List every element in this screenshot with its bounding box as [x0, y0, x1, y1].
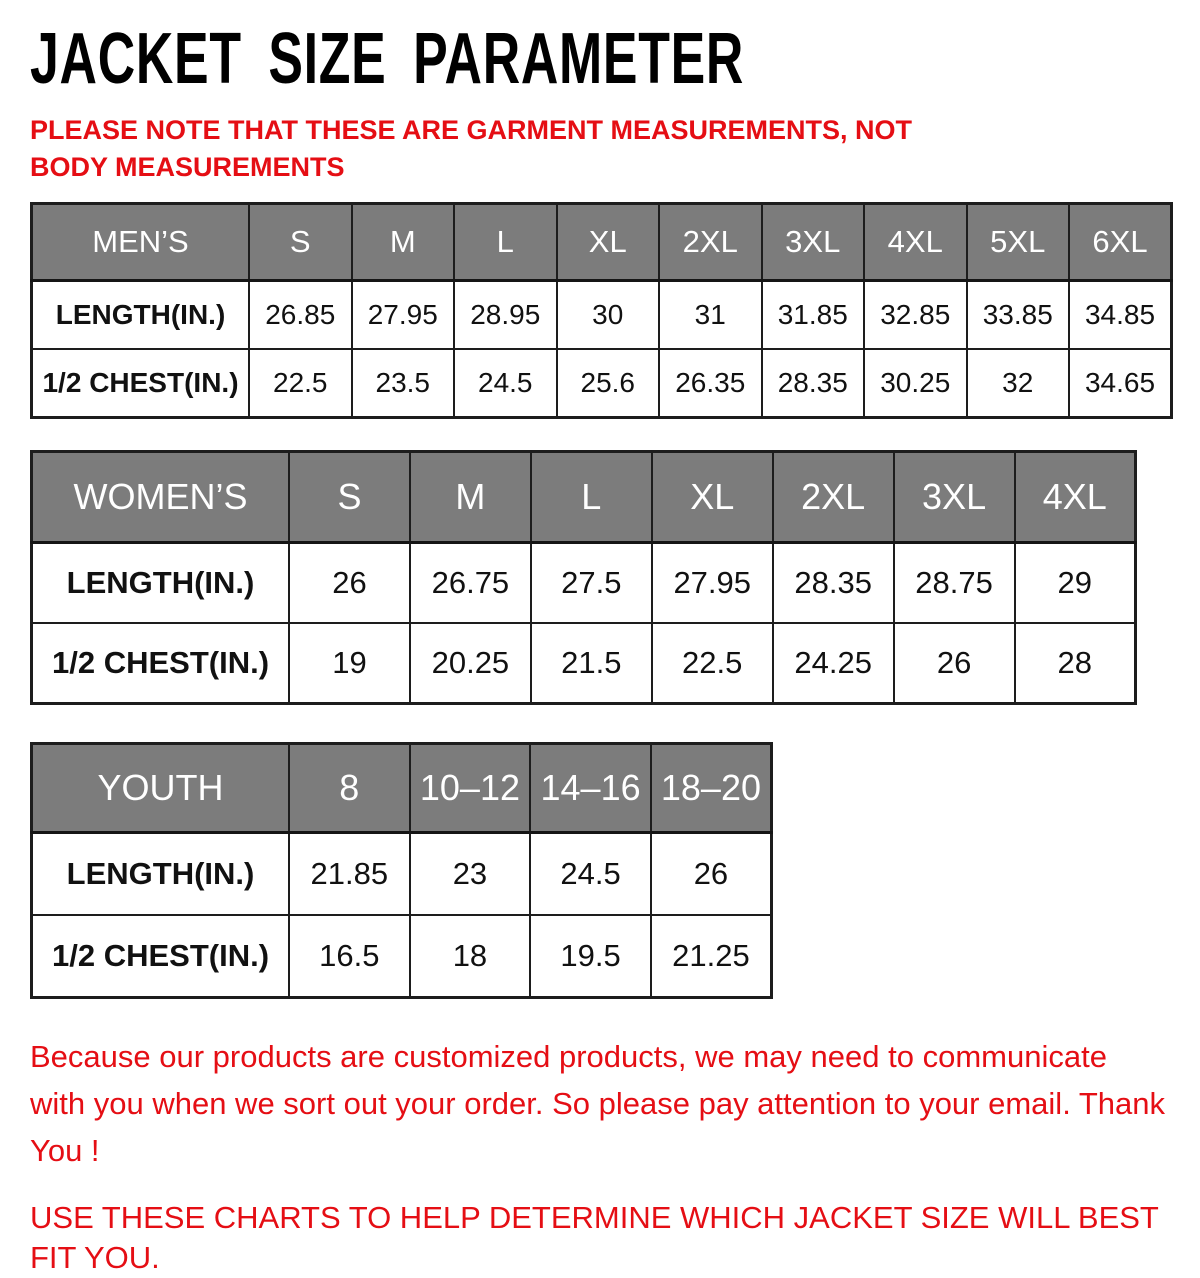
womens-value-cell: 26 — [289, 542, 410, 623]
mens-value-cell: 25.6 — [557, 349, 660, 418]
mens-value-cell: 32.85 — [864, 280, 967, 349]
youth-header-row — [32, 743, 772, 832]
mens-size-header: L — [454, 203, 557, 280]
mens-value-cell: 26.85 — [249, 280, 352, 349]
mens-size-header: 5XL — [967, 203, 1070, 280]
mens-value-cell: 30 — [557, 280, 660, 349]
mens-value-cell: 27.95 — [352, 280, 455, 349]
youth-row-label: 1/2 CHEST(IN.) — [32, 915, 290, 998]
youth-value-cell: 21.85 — [289, 832, 410, 915]
womens-value-cell: 26.75 — [410, 542, 531, 623]
mens-value-cell: 34.85 — [1069, 280, 1172, 349]
youth-size-header: 8 — [289, 743, 410, 832]
mens-value-cell: 32 — [967, 349, 1070, 418]
womens-row-label: LENGTH(IN.) — [32, 542, 290, 623]
mens-header-row — [32, 203, 1172, 280]
womens-data-row — [32, 542, 1136, 623]
youth-value-cell: 24.5 — [530, 832, 651, 915]
youth-value-cell: 16.5 — [289, 915, 410, 998]
womens-value-cell: 27.95 — [652, 542, 773, 623]
womens-value-cell: 27.5 — [531, 542, 652, 623]
mens-size-header: 4XL — [864, 203, 967, 280]
mens-value-cell: 22.5 — [249, 349, 352, 418]
mens-size-header: 3XL — [762, 203, 865, 280]
womens-size-table — [30, 450, 1170, 705]
mens-data-row — [32, 280, 1172, 349]
youth-value-cell: 21.25 — [651, 915, 772, 998]
womens-size-header: 3XL — [894, 451, 1015, 542]
womens-header-row — [32, 451, 1136, 542]
mens-row-label: LENGTH(IN.) — [32, 280, 250, 349]
garment-measurement-note: PLEASE NOTE THAT THESE ARE GARMENT MEASUREMENTS, NOT BODY MEASUREMENTS — [30, 114, 913, 182]
youth-value-cell: 23 — [410, 832, 531, 915]
mens-value-cell: 31 — [659, 280, 762, 349]
youth-size-table — [30, 742, 1170, 999]
youth-group-label: YOUTH — [32, 743, 290, 832]
fit-advice-line: USE THESE CHARTS TO HELP DETERMINE WHICH JACKET SIZE WILL BEST FIT YOU. — [30, 1199, 1159, 1275]
womens-value-cell: 20.25 — [410, 623, 531, 704]
mens-data-row — [32, 349, 1172, 418]
mens-value-cell: 28.35 — [762, 349, 865, 418]
mens-value-cell: 23.5 — [352, 349, 455, 418]
womens-value-cell: 21.5 — [531, 623, 652, 704]
womens-value-cell: 28.75 — [894, 542, 1015, 623]
mens-value-cell: 34.65 — [1069, 349, 1172, 418]
womens-group-label: WOMEN’S — [32, 451, 290, 542]
womens-value-cell: 24.25 — [773, 623, 894, 704]
womens-value-cell: 29 — [1015, 542, 1136, 623]
womens-value-cell: 28 — [1015, 623, 1136, 704]
womens-row-label: 1/2 CHEST(IN.) — [32, 623, 290, 704]
page-title: JACKET SIZE PARAMETER — [30, 19, 745, 99]
mens-size-header: XL — [557, 203, 660, 280]
womens-value-cell: 22.5 — [652, 623, 773, 704]
youth-data-row — [32, 832, 772, 915]
mens-size-header: M — [352, 203, 455, 280]
womens-size-header: M — [410, 451, 531, 542]
womens-size-header: 4XL — [1015, 451, 1136, 542]
womens-value-cell: 26 — [894, 623, 1015, 704]
mens-size-header: 2XL — [659, 203, 762, 280]
mens-row-label: 1/2 CHEST(IN.) — [32, 349, 250, 418]
youth-row-label: LENGTH(IN.) — [32, 832, 290, 915]
mens-size-header: S — [249, 203, 352, 280]
youth-size-header: 18–20 — [651, 743, 772, 832]
womens-size-header: L — [531, 451, 652, 542]
womens-size-header: 2XL — [773, 451, 894, 542]
youth-grid — [30, 742, 773, 999]
youth-size-header: 14–16 — [530, 743, 651, 832]
mens-value-cell: 26.35 — [659, 349, 762, 418]
womens-data-row — [32, 623, 1136, 704]
mens-value-cell: 31.85 — [762, 280, 865, 349]
womens-size-header: XL — [652, 451, 773, 542]
mens-value-cell: 28.95 — [454, 280, 557, 349]
mens-value-cell: 33.85 — [967, 280, 1070, 349]
youth-data-row — [32, 915, 772, 998]
mens-size-header: 6XL — [1069, 203, 1172, 280]
customization-notice: Because our products are customized products, we may need to communicate with you when we sort out your order. So please pay attention to your email. Thank You ! — [30, 1038, 1166, 1168]
womens-value-cell: 19 — [289, 623, 410, 704]
womens-size-header: S — [289, 451, 410, 542]
mens-grid — [30, 202, 1173, 419]
mens-value-cell: 30.25 — [864, 349, 967, 418]
youth-value-cell: 18 — [410, 915, 531, 998]
youth-value-cell: 19.5 — [530, 915, 651, 998]
youth-size-header: 10–12 — [410, 743, 531, 832]
womens-grid — [30, 450, 1137, 705]
mens-size-table — [30, 202, 1170, 419]
womens-value-cell: 28.35 — [773, 542, 894, 623]
mens-group-label: MEN’S — [32, 203, 250, 280]
mens-value-cell: 24.5 — [454, 349, 557, 418]
youth-value-cell: 26 — [651, 832, 772, 915]
